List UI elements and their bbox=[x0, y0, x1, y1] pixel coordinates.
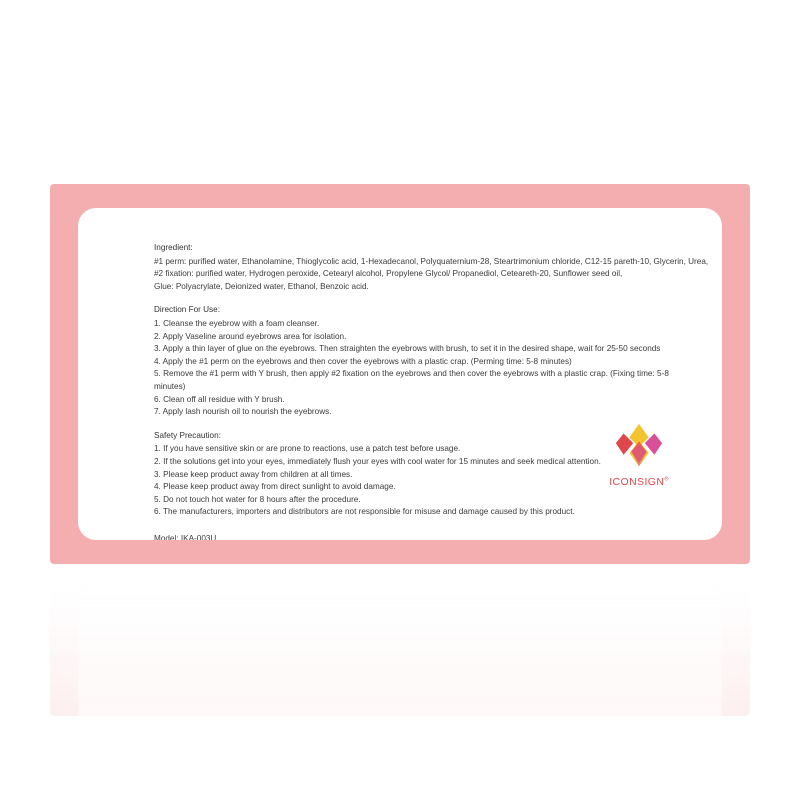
safety-line: 1. If you have sensitive skin or are prone to reactions, use a patch test before usage. bbox=[154, 444, 461, 454]
ingredient-section bbox=[154, 242, 709, 293]
safety-title: Safety Precaution: bbox=[154, 430, 221, 440]
ingredient-line: #2 fixation: purified water, Hydrogen peroxide, Cetearyl alcohol, Propylene Glycol/ Propanediol, Ceteareth-20, Sunflower seed oil, bbox=[154, 269, 623, 279]
instruction-label-card bbox=[78, 208, 722, 540]
direction-line: 1. Cleanse the eyebrow with a foam cleanser. bbox=[154, 318, 320, 328]
direction-line: 7. Apply lash nourish oil to nourish the eyebrows. bbox=[154, 407, 332, 417]
direction-line: 4. Apply the #1 perm on the eyebrows and then cover the eyebrows with a plastic crap. (Perming time: 5-8 minutes) bbox=[154, 356, 572, 366]
direction-line: 2. Apply Vaseline around eyebrows area for isolation. bbox=[154, 331, 347, 341]
brand-name bbox=[594, 476, 684, 488]
safety-line: 4. Please keep product away from direct sunlight to avoid damage. bbox=[154, 482, 396, 492]
direction-line: 5. Remove the #1 perm with Y brush, then apply #2 fixation on the eyebrows and then cover the eyebrows with a plastic crap. (Fixing time: 5-8 minutes) bbox=[154, 369, 669, 391]
ingredient-line: #1 perm: purified water, Ethanolamine, Thioglycolic acid, 1-Hexadecanol, Polyquaternium-28, Steartrimonium chloride, C12-15 pareth-10, Glycerin, Urea, bbox=[154, 256, 709, 266]
direction-line: 6. Clean off all residue with Y brush. bbox=[154, 394, 285, 404]
direction-section bbox=[154, 304, 696, 418]
ingredient-line: Glue: Polyacrylate, Deionized water, Ethanol, Benzoic acid. bbox=[154, 281, 369, 291]
package-reflection bbox=[50, 566, 750, 716]
direction-line: 3. Apply a thin layer of glue on the eyebrows. Then straighten the eyebrows with brush, to set it in the desired shape, wait for 25-50 seconds bbox=[154, 344, 661, 354]
diamond-star-icon bbox=[610, 422, 668, 474]
direction-title: Direction For Use: bbox=[154, 305, 220, 315]
safety-line: 6. The manufacturers, importers and distributors are not responsible for misuse and damage caused by this product. bbox=[154, 507, 575, 517]
safety-line: 5. Do not touch hot water for 8 hours after the procedure. bbox=[154, 494, 361, 504]
safety-line: 3. Please keep product away from children at all times. bbox=[154, 469, 353, 479]
product-package-back-panel bbox=[50, 184, 750, 564]
brand-logo bbox=[594, 422, 684, 488]
safety-line: 2. If the solutions get into your eyes, immediately flush your eyes with cool water for 15 minutes and seek medical attention. bbox=[154, 456, 601, 466]
brand-name-text: ICONSIGN bbox=[609, 476, 665, 488]
model-number: Model: IKA-003U bbox=[154, 533, 217, 540]
package-reflection-card bbox=[78, 584, 722, 716]
registered-trademark-mark: ® bbox=[664, 476, 669, 483]
ingredient-title: Ingredient: bbox=[154, 243, 193, 252]
